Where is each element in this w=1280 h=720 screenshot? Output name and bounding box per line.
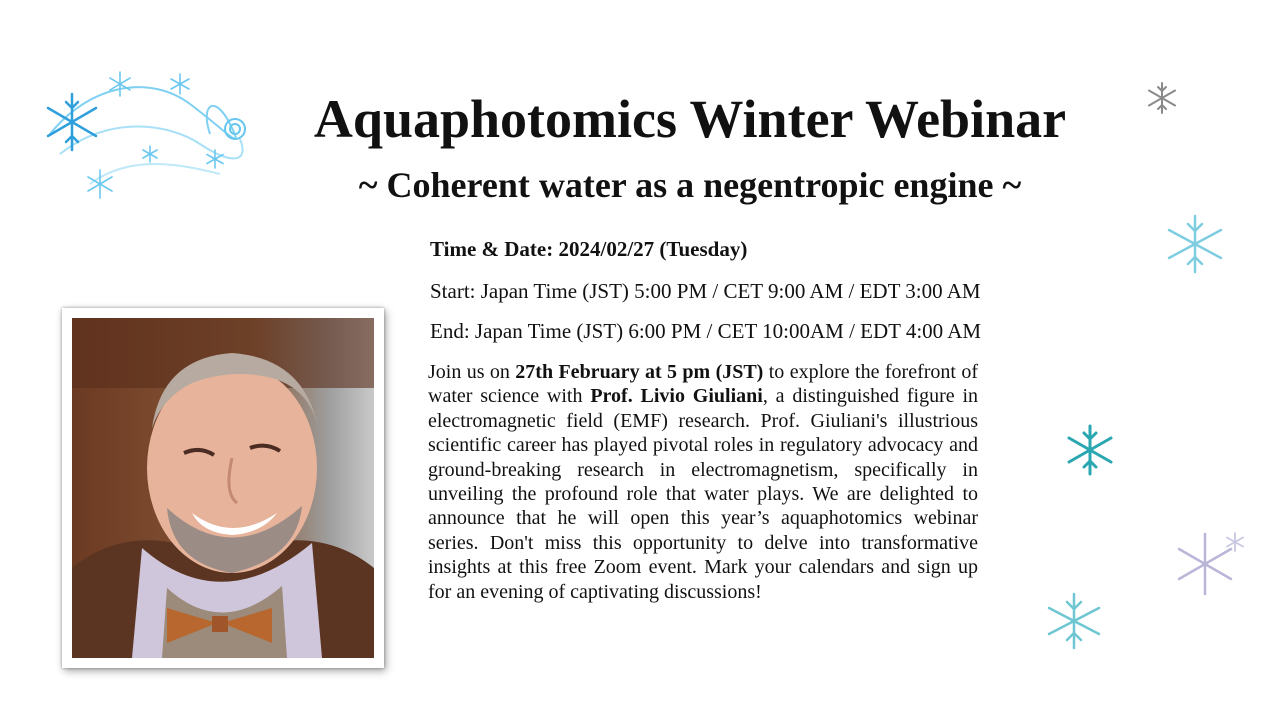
speaker-name: Prof. Livio Giuliani (590, 385, 763, 408)
speaker-photo (62, 308, 384, 668)
snowflake-icon (1144, 80, 1180, 116)
snowflake-icon (1176, 528, 1250, 600)
snowflake-icon (1062, 422, 1118, 478)
event-date-highlight: 27th February at 5 pm (JST) (515, 361, 764, 383)
page-title: Aquaphotomics Winter Webinar (313, 89, 1067, 149)
event-end-time: End: Japan Time (JST) 6:00 PM / CET 10:00AM / EDT 4:00 AM (430, 319, 982, 343)
swirl-snowflakes-icon (30, 44, 260, 224)
event-date: Time & Date: 2024/02/27 (Tuesday) (430, 237, 748, 261)
event-description: Join us on 27th February at 5 pm (JST) to explore the forefront of water science with Prof. Livio Giuliani, a distinguished figure in electromagnetic field (EMF) research. Prof. Giuliani's illustrious scientific career has played pivotal roles in regulatory advocacy and ground-breaking research in electromagnetism, specifically in unveiling the profound role that water plays. We are delighted to announce that he will open this year’s aquaphotomics webinar series. Don't miss this opportunity to delve into transformative insights at this free Zoom event. Mark your calendars and sign up for an evening of captivating discussions! (428, 361, 979, 603)
page-subtitle: ~ Coherent water as a negentropic engine ~ (358, 165, 1022, 205)
snowflake-icon (1160, 212, 1230, 276)
snowflake-icon (1040, 590, 1108, 652)
event-start-time: Start: Japan Time (JST) 5:00 PM / CET 9:00 AM / EDT 3:00 AM (430, 279, 981, 303)
